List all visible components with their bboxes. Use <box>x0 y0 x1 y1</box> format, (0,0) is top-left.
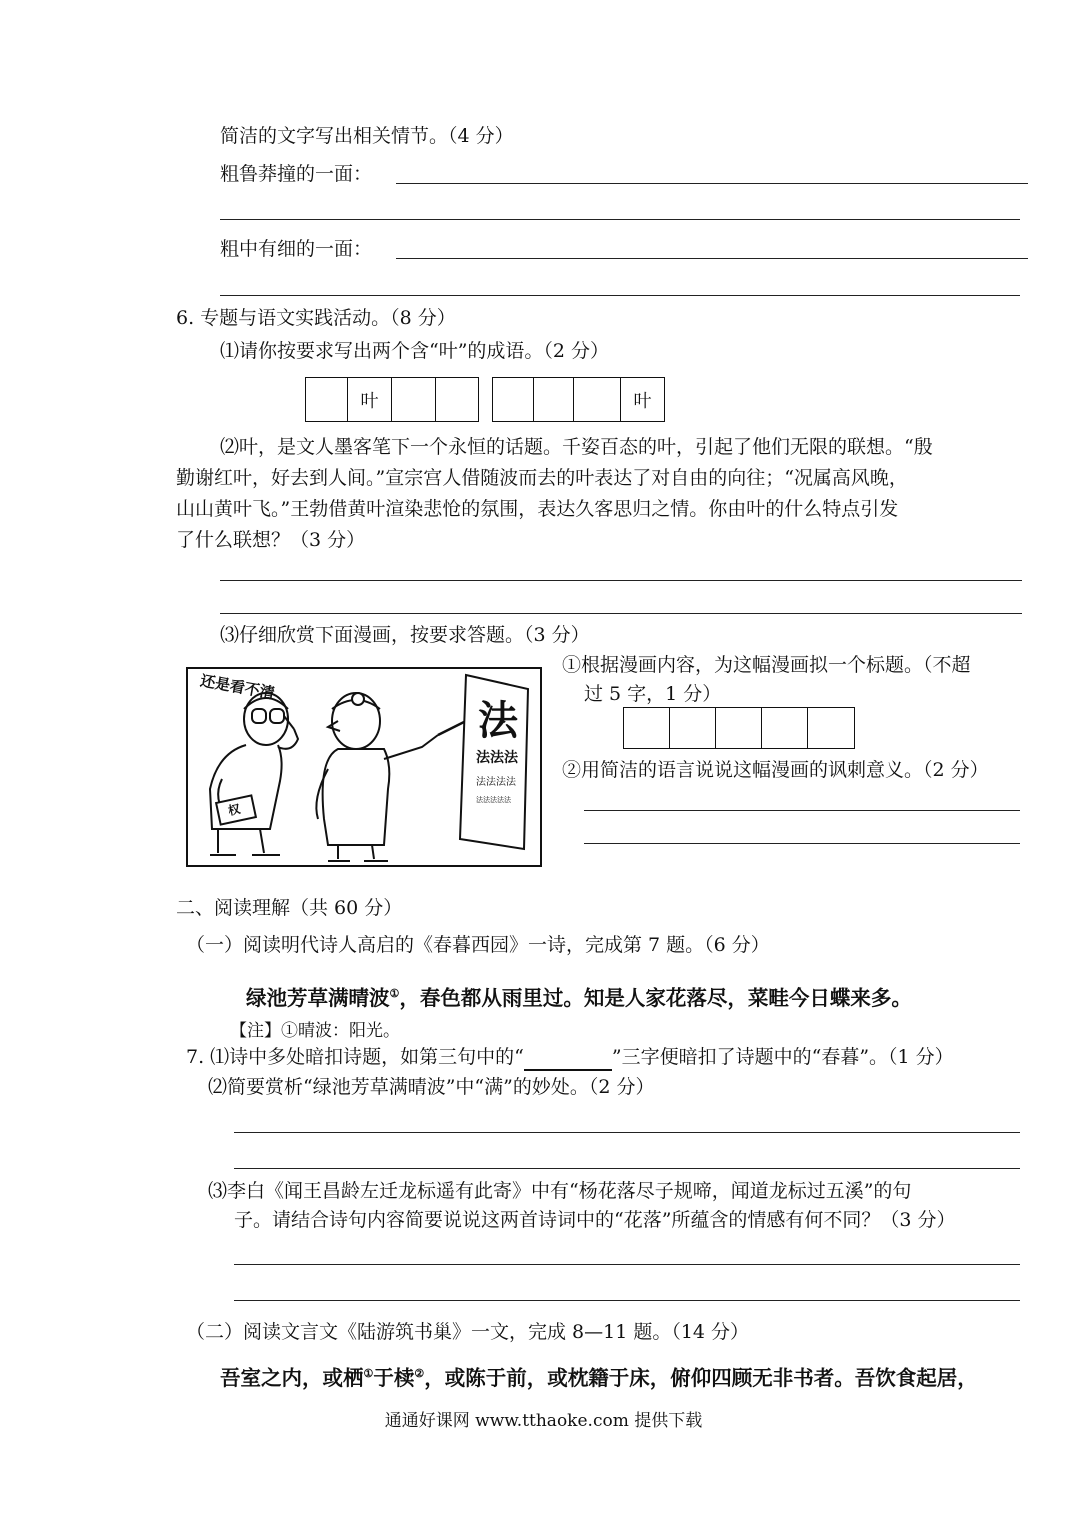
passage-line: 吾室之内，或栖①于椟②，或陈于前，或枕籍于床，俯仰四顾无非书者。吾饮食起居， <box>220 1365 978 1390</box>
q6-part3-q2: ②用简洁的语言说说这幅漫画的讽刺意义。（2 分） <box>562 759 989 781</box>
eye-chart-row: 法法法法法 <box>476 796 511 804</box>
idiom-cell[interactable] <box>493 378 534 421</box>
section2-title: 二、阅读理解（共 60 分） <box>176 897 403 919</box>
title-cell[interactable] <box>762 708 808 748</box>
q6-part3-q1: ①根据漫画内容，为这幅漫画拟一个标题。（不超 <box>562 654 971 676</box>
title-cell[interactable] <box>624 708 670 748</box>
eye-chart-row: 法法法法 <box>476 777 516 788</box>
poem-line: 绿池芳草满晴波①，春色都从雨里过。知是人家花落尽，菜畦今日蝶来多。 <box>246 985 912 1010</box>
q6-part2-line: 山山黄叶飞。”王勃借黄叶渲染悲怆的氛围，表达久客思归之情。你由叶的什么特点引发 <box>176 498 899 520</box>
footer: 通通好课网 www.tthaoke.com 提供下载 <box>384 1411 703 1431</box>
answer-line[interactable] <box>220 295 1020 296</box>
q5-label-careful: 粗中有细的一面： <box>220 238 373 260</box>
part1-title: （一）阅读明代诗人高启的《春暮西园》一诗，完成第 7 题。（6 分） <box>186 934 770 956</box>
title-cell[interactable] <box>670 708 716 748</box>
answer-line[interactable] <box>584 843 1020 844</box>
q6-title: 6. 专题与语文实践活动。（8 分） <box>176 307 456 329</box>
eye-chart-row: 法法法 <box>476 750 518 766</box>
q7-3: ⑶李白《闻王昌龄左迁龙标遥有此寄》中有“杨花落尽子规啼，闻道龙标过五溪”的句 <box>208 1180 912 1202</box>
idiom-cell[interactable] <box>574 378 621 421</box>
cartoon-caption: 还是看不清 <box>198 671 276 703</box>
eye-chart-big: 法 <box>478 698 518 744</box>
answer-line[interactable] <box>396 258 1028 259</box>
idiom-cell[interactable] <box>306 378 348 421</box>
idiom-cell[interactable] <box>436 378 478 421</box>
idiom-cell[interactable] <box>392 378 436 421</box>
q6-part2-line: ⑵叶，是文人墨客笔下一个永恒的话题。千姿百态的叶，引起了他们无限的联想。“殷 <box>220 436 933 458</box>
q6-part2-line: 了什么联想？（3 分） <box>176 529 366 551</box>
answer-line[interactable] <box>220 613 1022 614</box>
cartoon-badge: 权 <box>226 801 242 819</box>
part2-title: （二）阅读文言文《陆游筑书巢》一文，完成 8—11 题。（14 分） <box>186 1321 750 1343</box>
idiom-box-2[interactable] <box>492 377 665 422</box>
q7-2: ⑵简要赏析“绿池芳草满晴波”中“满”的妙处。（2 分） <box>208 1076 655 1098</box>
answer-line[interactable] <box>220 219 1020 220</box>
title-box[interactable] <box>623 707 855 749</box>
q7-1: 7. ⑴诗中多处暗扣诗题，如第三句中的“ ”三字便暗扣了诗题中的“春暮”。（1 分） <box>186 1043 954 1071</box>
q6-part1: ⑴请你按要求写出两个含“叶”的成语。（2 分） <box>220 340 610 362</box>
q6-part2-line: 勤谢红叶，好去到人间。”宣宗宫人借随波而去的叶表达了对自由的向往；“况属高风晚， <box>176 467 908 489</box>
answer-line[interactable] <box>234 1300 1020 1301</box>
q7-3-cont: 子。请结合诗句内容简要说说这两首诗词中的“花落”所蕴含的情感有何不同？（3 分） <box>234 1209 956 1231</box>
poem-note: 【注】①晴波：阳光。 <box>230 1021 400 1041</box>
q5-intro: 简洁的文字写出相关情节。（4 分） <box>220 125 514 147</box>
answer-line[interactable] <box>396 183 1028 184</box>
q7-1-blank[interactable] <box>524 1047 612 1071</box>
answer-line[interactable] <box>234 1132 1020 1133</box>
title-cell[interactable] <box>808 708 854 748</box>
answer-line[interactable] <box>584 810 1020 811</box>
idiom-cell[interactable] <box>534 378 574 421</box>
idiom-box-1[interactable] <box>305 377 479 422</box>
title-cell[interactable] <box>716 708 762 748</box>
q5-label-rough: 粗鲁莽撞的一面： <box>220 163 373 185</box>
answer-line[interactable] <box>220 580 1022 581</box>
idiom-cell[interactable]: 叶 <box>633 390 652 412</box>
idiom-cell[interactable]: 叶 <box>348 378 392 421</box>
q6-part3: ⑶仔细欣赏下面漫画，按要求答题。（3 分） <box>220 624 590 646</box>
answer-line[interactable] <box>234 1168 1020 1169</box>
answer-line[interactable] <box>234 1264 1020 1265</box>
q6-part3-q1-cont: 过 5 字，1 分） <box>584 683 722 705</box>
